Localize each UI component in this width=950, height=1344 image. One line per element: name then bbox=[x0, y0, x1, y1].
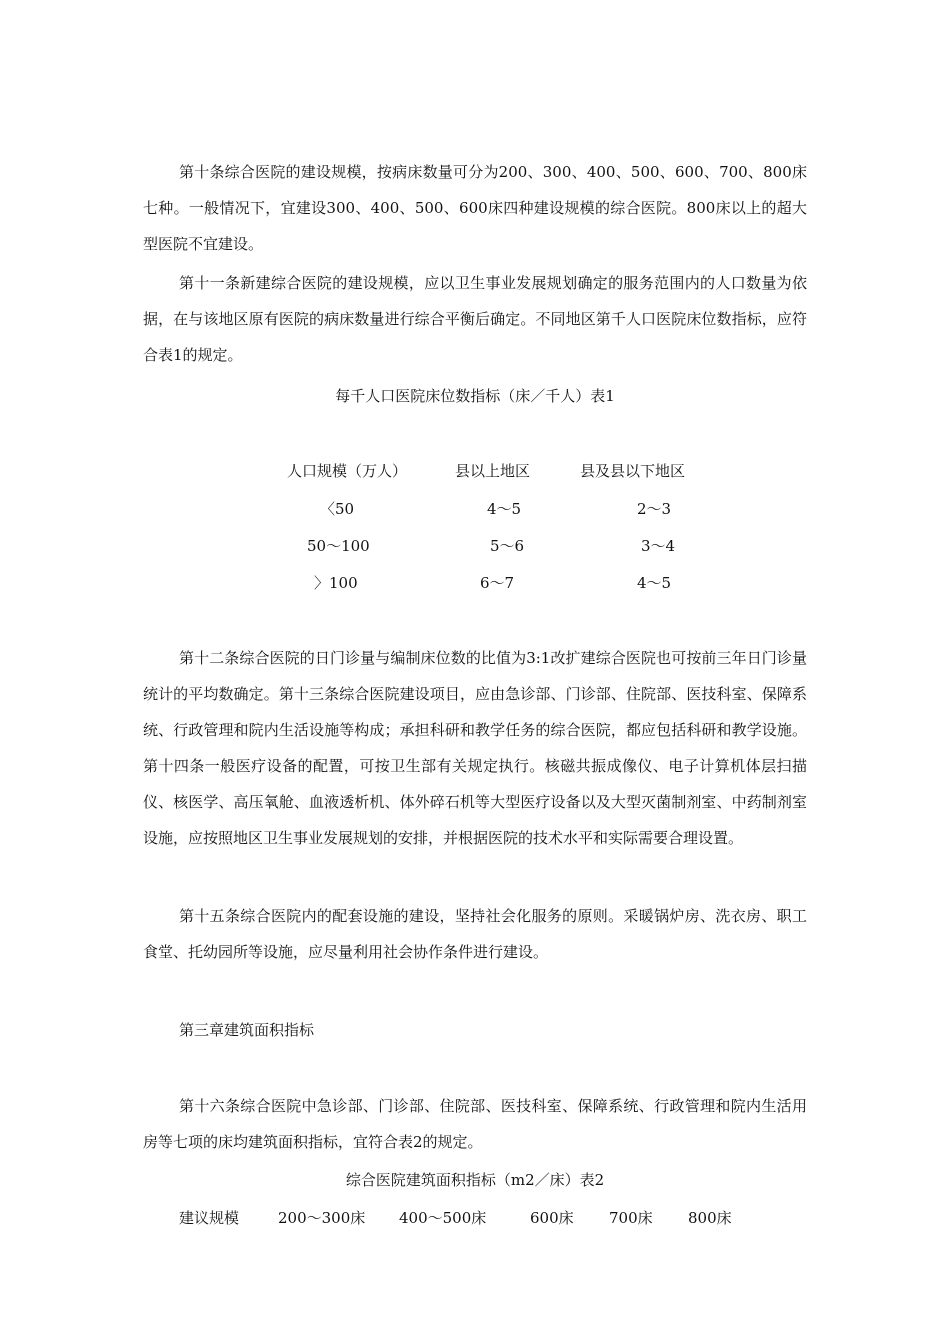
table1-row2-population: 50～100 bbox=[307, 537, 370, 555]
table2-caption: 综合医院建筑面积指标（m2／床）表2 bbox=[345, 1171, 605, 1189]
table1-row3-population: 〉100 bbox=[314, 574, 358, 592]
article-12-14-paragraph: 第十二条综合医院的日门诊量与编制床位数的比值为3:1改扩建综合医院也可按前三年日门诊量统计的平均数确定。第十三条综合医院建设项目，应由急诊部、门诊部、住院部、医技科室、保障系统、行政管理和院内生活设施等构成；承担科研和教学任务的综合医院，都应包括科研和教学设施。第十四条一般医疗设备的配置，可按卫生部有关规定执行。核磁共振成像仪、电子计算机体层扫描仪、核医学、高压氧舱、血液透析机、体外碎石机等大型医疗设备以及大型灭菌制剂室、中药制剂室设施，应按照地区卫生事业发展规划的安排，并根据医院的技术水平和实际需要合理设置。 bbox=[143, 649, 807, 847]
article-16-paragraph: 第十六条综合医院中急诊部、门诊部、住院部、医技科室、保障系统、行政管理和院内生活用房等七项的床均建筑面积指标，宜符合表2的规定。 bbox=[143, 1097, 807, 1151]
table1-row3-county-below: 4～5 bbox=[637, 574, 672, 592]
table1-row1-population: 〈50 bbox=[320, 500, 355, 518]
table2-header-600: 600床 bbox=[530, 1209, 574, 1227]
table1-row1-above-county: 4～5 bbox=[487, 500, 522, 518]
table2-header-400-500: 400～500床 bbox=[399, 1209, 487, 1227]
table1-caption: 每千人口医院床位数指标（床／千人）表1 bbox=[335, 387, 615, 405]
table1-header-county-below: 县及县以下地区 bbox=[580, 462, 686, 480]
table2-header-200-300: 200～300床 bbox=[278, 1209, 366, 1227]
table2-header-800: 800床 bbox=[688, 1209, 732, 1227]
table2-header-700: 700床 bbox=[609, 1209, 653, 1227]
table1-row2-county-below: 3～4 bbox=[641, 537, 676, 555]
table2-header-scale: 建议规模 bbox=[179, 1209, 240, 1227]
article-11-paragraph: 第十一条新建综合医院的建设规模，应以卫生事业发展规划确定的服务范围内的人口数量为依据，在与该地区原有医院的病床数量进行综合平衡后确定。不同地区第千人口医院床位数指标，应符合表1的规定。 bbox=[143, 274, 807, 364]
article-15-paragraph: 第十五条综合医院内的配套设施的建设，坚持社会化服务的原则。采暖锅炉房、洗衣房、职工食堂、托幼园所等设施，应尽量利用社会协作条件进行建设。 bbox=[143, 907, 807, 961]
table1-row1-county-below: 2～3 bbox=[637, 500, 672, 518]
chapter-3-heading: 第三章建筑面积指标 bbox=[179, 1021, 315, 1039]
article-10-paragraph: 第十条综合医院的建设规模，按病床数量可分为200、300、400、500、600、700、800床七种。一般情况下，宜建设300、400、500、600床四种建设规模的综合医院。800床以上的超大型医院不宜建设。 bbox=[143, 163, 807, 253]
table1-header-above-county: 县以上地区 bbox=[455, 462, 531, 480]
table1-header-population: 人口规模（万人） bbox=[287, 462, 408, 480]
table1-row3-above-county: 6～7 bbox=[480, 574, 515, 592]
table1-row2-above-county: 5～6 bbox=[490, 537, 525, 555]
